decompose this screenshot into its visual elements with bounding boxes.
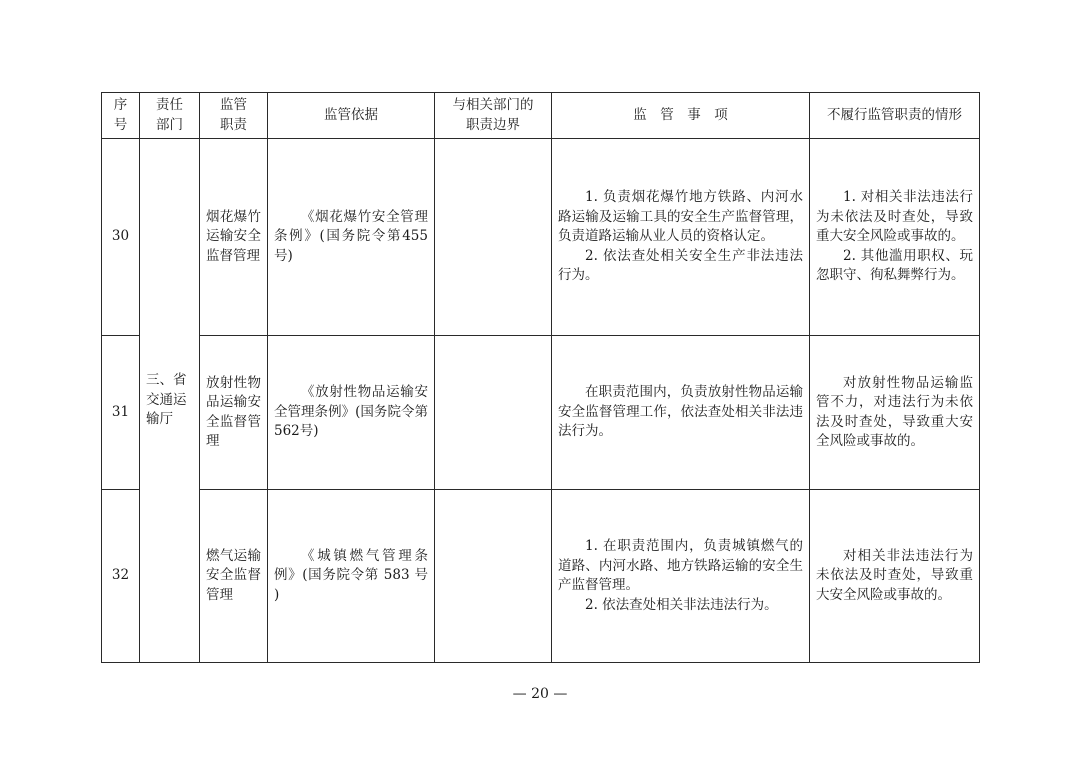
items-cell xyxy=(552,490,810,663)
table-row xyxy=(102,490,980,663)
failure-paragraph: 1. 对相关非法违法行为未依法及时查处，导致重大安全风险或事故的。 xyxy=(816,189,973,245)
item-paragraph: 2. 依法查处相关安全生产非法违法行为。 xyxy=(558,247,803,284)
header-failure: 不履行监管职责的情形 xyxy=(810,93,980,139)
boundary-cell xyxy=(435,490,552,663)
table-row xyxy=(102,139,980,336)
items-cell xyxy=(552,336,810,490)
header-basis: 监管依据 xyxy=(268,93,435,139)
dept-cell: 三、省交通运输厅 xyxy=(140,139,200,663)
item-paragraph: 1. 在职责范围内，负责城镇燃气的道路、内河水路、地方铁路运输的安全生产监督管理。 xyxy=(558,538,803,593)
header-duty: 监管 职责 xyxy=(200,93,268,139)
page-number: — 20 — xyxy=(512,686,568,702)
boundary-cell xyxy=(435,336,552,490)
duty-cell: 烟花爆竹运输安全监督管理 xyxy=(200,139,268,336)
header-dept: 责任 部门 xyxy=(140,93,200,139)
basis-cell: 《城镇燃气管理条例》(国务院令第 583 号 ) xyxy=(268,490,435,663)
failure-cell xyxy=(810,336,980,490)
duty-cell: 燃气运输安全监督管理 xyxy=(200,490,268,663)
row-number: 30 xyxy=(102,139,140,336)
failure-cell xyxy=(810,139,980,336)
basis-cell: 《放射性物品运输安全管理条例》(国务院令第562号) xyxy=(268,336,435,490)
header-items: 监 管 事 项 xyxy=(552,93,810,139)
header-boundary: 与相关部门的 职责边界 xyxy=(435,93,552,139)
item-paragraph: 2. 依法查处相关非法违法行为。 xyxy=(585,596,778,613)
failure-paragraph: 对相关非法违法行为未依法及时查处，导致重大安全风险或事故的。 xyxy=(816,547,973,603)
item-paragraph: 在职责范围内，负责放射性物品运输安全监督管理工作，依法查处相关非法违法行为。 xyxy=(558,384,803,440)
failure-paragraph: 2. 其他滥用职权、玩忽职守、徇私舞弊行为。 xyxy=(816,247,973,284)
table-header-row xyxy=(102,93,980,139)
basis-cell: 《烟花爆竹安全管理条例》(国务院令第455号) xyxy=(268,139,435,336)
item-paragraph: 1. 负责烟花爆竹地方铁路、内河水路运输及运输工具的安全生产监督管理，负责道路运输从业人员的资格认定。 xyxy=(558,189,803,245)
row-number: 31 xyxy=(102,336,140,490)
failure-cell xyxy=(810,490,980,663)
table-row xyxy=(102,336,980,490)
header-no: 序 号 xyxy=(102,93,140,139)
duty-cell: 放射性物品运输安全监督管理 xyxy=(200,336,268,490)
failure-paragraph: 对放射性物品运输监管不力，对违法行为未依法及时查处，导致重大安全风险或事故的。 xyxy=(816,374,973,449)
boundary-cell xyxy=(435,139,552,336)
row-number: 32 xyxy=(102,490,140,663)
responsibility-table xyxy=(101,92,980,663)
items-cell xyxy=(552,139,810,336)
